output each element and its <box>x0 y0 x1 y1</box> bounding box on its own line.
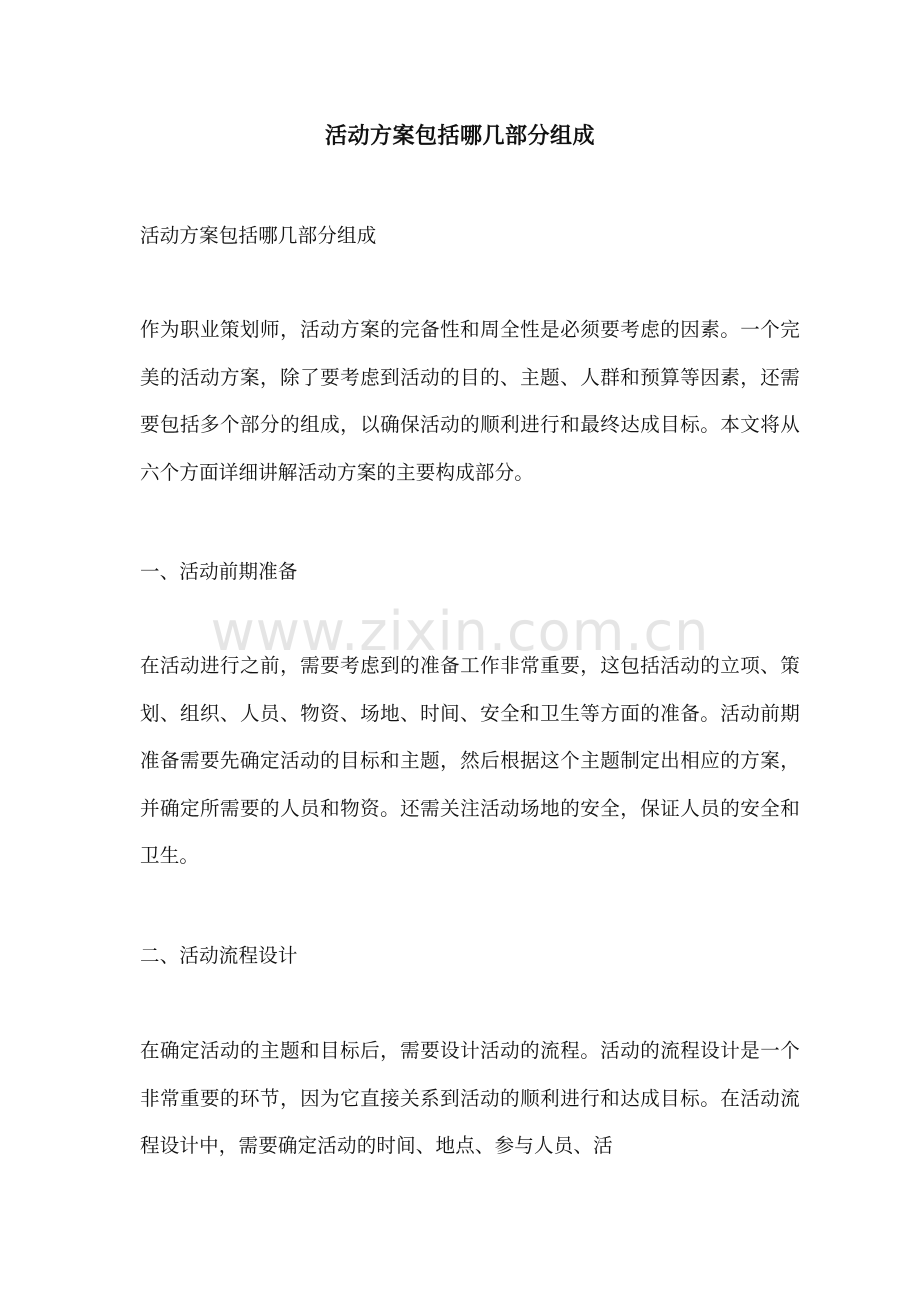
section-body-1: 在活动进行之前，需要考虑到的准备工作非常重要，这包括活动的立项、策划、组织、人员、物资、场地、时间、安全和卫生等方面的准备。活动前期准备需要先确定活动的目标和主题，然后根据这个主题制定出相应的方案，并确定所需要的人员和物资。还需关注活动场地的安全，保证人员的安全和卫生。 <box>140 654 800 867</box>
watermark: www.zixin.com.cn <box>210 600 710 663</box>
document-subtitle: 活动方案包括哪几部分组成 <box>140 224 377 247</box>
document-title: 活动方案包括哪几部分组成 <box>324 123 595 149</box>
section-heading-2: 二、活动流程设计 <box>140 944 298 967</box>
intro-paragraph: 作为职业策划师，活动方案的完备性和周全性是必须要考虑的因素。一个完美的活动方案，除了要考虑到活动的目的、主题、人群和预算等因素，还需要包括多个部分的组成，以确保活动的顺利进行和最终达成目标。本文将从六个方面详细讲解活动方案的主要构成部分。 <box>140 318 800 484</box>
section-heading-1: 一、活动前期准备 <box>140 560 298 583</box>
section-body-2: 在确定活动的主题和目标后，需要设计活动的流程。活动的流程设计是一个非常重要的环节，因为它直接关系到活动的顺利进行和达成目标。在活动流程设计中，需要确定活动的时间、地点、参与人员、活 <box>140 1039 800 1157</box>
